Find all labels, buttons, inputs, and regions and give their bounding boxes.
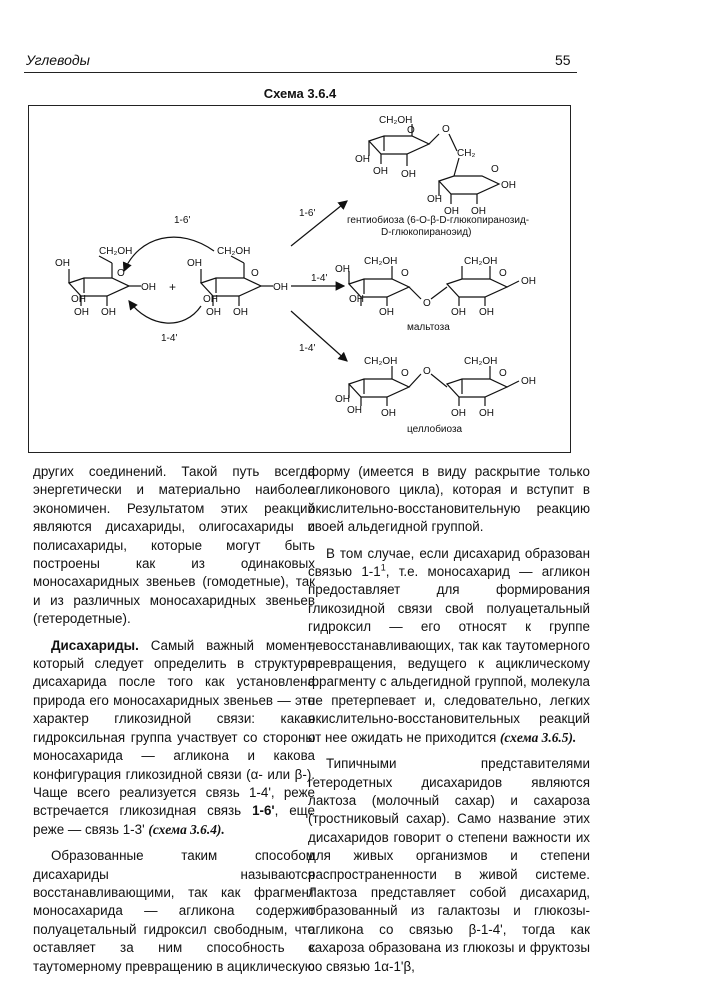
label-oh-cellobiose-a: OH (335, 394, 350, 405)
label-oh-right-c: OH (206, 307, 221, 318)
label-maltose: мальтоза (407, 322, 450, 333)
text-column-left (33, 463, 315, 984)
right-paragraph-3: Типичными представителями гетеродетных дисахаридов являются лактоза (молочный сахар) и сахароза (тростниковый сахар). Само название этих дисахаридов говорит о степени важности их для живых организмов и степени распространенности в живой системе. Лактоза представляет собой дисахарид, образованный из галактозы и глюкозы-агликона со связью β-1-4', тогда как сахароза образована из глюкозы и фруктозы со связью 1α-1'β, (308, 756, 590, 974)
text-column-right (308, 463, 590, 984)
term-disaccharides: Дисахариды. (51, 637, 139, 653)
plus-sign: + (169, 280, 177, 294)
label-oh-gentio-a: OH (355, 154, 370, 165)
label-gentiobiose-line2: D-глюкопираноэид) (381, 227, 472, 238)
label-ch2oh-maltose-1: CH₂OH (364, 256, 398, 267)
cellobiose-ring-1 (349, 379, 409, 397)
label-oh-gentio-c: OH (401, 169, 416, 180)
label-oh-right-b: OH (203, 294, 218, 305)
label-ch2oh-maltose-2: CH₂OH (464, 256, 498, 267)
label-oh-right-a: OH (187, 258, 202, 269)
header-rule (24, 72, 577, 73)
label-oh-right-e: OH (273, 282, 288, 293)
cellobiose-ring-2 (447, 379, 507, 397)
label-ch2oh-cellobiose-2: CH₂OH (464, 356, 498, 367)
label-ch2oh-left: CH₂OH (99, 246, 133, 257)
label-ch2oh-cellobiose-1: CH₂OH (364, 356, 398, 367)
gentiobiose-ring-2 (439, 176, 499, 194)
bond-arrow-1-4 (129, 301, 201, 323)
label-oh-left-b: OH (71, 294, 86, 305)
left-paragraph-3: Образованные таким способом дисахариды называются восстанавливающими, так как фрагмент моносахарида — агликона содержит полуацетальный гидроксил свободным, что оставляет за ним способность к таутомерному превращению в ациклическую (33, 848, 315, 974)
label-oh-maltose-f: OH (521, 276, 536, 287)
label-oh-cellobiose-d: OH (451, 408, 466, 419)
label-bond-1-4-curve: 1-4' (161, 333, 178, 344)
label-bond-1-4-arrow-a: 1-4' (311, 273, 328, 284)
label-oh-left-e: OH (141, 282, 156, 293)
text-span: , еще реже — связь 1-3' (33, 803, 315, 837)
text-span: , т.е. моносахарид — агликон предоставляет для формирования гликозидной связи свой полуацетальный гидроксил — его относят к группе невосстанавливающих, так как таутомерного превращения, ведущего к ациклическому фрагменту с альдегидной группой, молекула не претерпевает и, следовательно, легких окислительно-восстановительных реакций от нее ожидать не приходится (308, 564, 590, 745)
label-bond-1-6-curve: 1-6' (174, 215, 191, 226)
label-oh-left-c: OH (74, 307, 89, 318)
text-span: В том случае, если дисахарид образован связью 1-1 (308, 545, 590, 580)
label-o-gentio-link: O (442, 124, 450, 135)
label-o-right: O (251, 268, 259, 279)
gentiobiose-ring-1 (369, 136, 429, 154)
label-ch2-gentio: CH₂ (457, 148, 476, 159)
label-o-maltose-link: O (423, 298, 431, 309)
scheme-reference-3-6-5: (схема 3.6.5). (499, 729, 577, 745)
label-oh-gentio-g: OH (501, 180, 516, 191)
left-paragraph-1: других соединений. Такой путь всегда энергетически и материально наиболее экономичен. Результатом этих реакций являются дисахариды, олигосахариды и полисахариды, которые могут быть построены как из одинаковых моносахаридных звеньев (гомодетные), так и из различных моносахаридных звеньев (гетеродетные). (33, 464, 315, 627)
scheme-reference-3-6-4: (схема 3.6.4). (148, 821, 225, 837)
label-bond-1-6-arrow: 1-6' (299, 208, 316, 219)
label-oh-cellobiose-e: OH (479, 408, 494, 419)
label-bond-1-4-arrow-b: 1-4' (299, 343, 316, 354)
label-oh-gentio-e: OH (444, 206, 459, 217)
disaccharide-scheme-drawing (29, 106, 572, 454)
label-oh-left-a: OH (55, 258, 70, 269)
label-o-maltose-1: O (401, 268, 409, 279)
right-paragraph-2 (308, 545, 590, 747)
text-span: 1 (380, 562, 386, 573)
label-ch2oh-right: CH₂OH (217, 246, 251, 257)
scheme-title: Схема 3.6.4 (263, 86, 337, 101)
label-oh-cellobiose-c: OH (381, 408, 396, 419)
label-cellobiose: целлобиоза (407, 424, 463, 435)
label-oh-maltose-c: OH (379, 307, 394, 318)
label-oh-maltose-b: OH (349, 294, 364, 305)
label-oh-left-d: OH (101, 307, 116, 318)
scheme-figure (28, 105, 571, 453)
label-gentiobiose-line1: гентиобиоза (6-O-β-D-глюкопиранозид- (347, 215, 530, 226)
bond-1-6-bold: 1-6' (252, 803, 275, 819)
label-o-cellobiose-2: O (499, 368, 507, 379)
label-oh-maltose-d: OH (451, 307, 466, 318)
label-o-gentio-1: O (407, 125, 415, 136)
running-header-title: Углеводы (26, 52, 90, 68)
label-oh-cellobiose-b: OH (347, 405, 362, 416)
label-oh-cellobiose-f: OH (521, 376, 536, 387)
right-paragraph-1: форму (имеется в виду раскрытие только агликонового цикла), которая и вступит в окислительно-восстановительную реакцию своей альдегидной группой. (308, 464, 590, 535)
label-oh-gentio-b: OH (373, 166, 388, 177)
label-oh-gentio-f: OH (471, 206, 486, 217)
page-number: 55 (555, 52, 571, 68)
label-o-gentio-2: O (491, 164, 499, 175)
label-oh-right-d: OH (233, 307, 248, 318)
left-paragraph-2 (33, 637, 315, 839)
text-span: Самый важный момент, который следует определить в структуре дисахарида после того как установлена природа его моносахаридных звеньев — это характер гликозидной связи: какая гидроксильная группа участвует со стороны моносахарида — агликона и какова конфигурация гликозидной связи (α- или β-). Чаще всего реализуется связь 1-4', реже встречается гликозидная связь (33, 637, 315, 819)
label-oh-gentio-d: OH (427, 194, 442, 205)
maltose-ring-2 (447, 279, 507, 297)
label-oh-maltose-a: OH (335, 264, 350, 275)
label-ch2oh-gentio: CH₂OH (379, 115, 413, 126)
label-o-left: O (117, 268, 125, 279)
label-oh-maltose-e: OH (479, 307, 494, 318)
label-o-cellobiose-link: O (423, 366, 431, 377)
label-o-maltose-2: O (499, 268, 507, 279)
label-o-cellobiose-1: O (401, 368, 409, 379)
